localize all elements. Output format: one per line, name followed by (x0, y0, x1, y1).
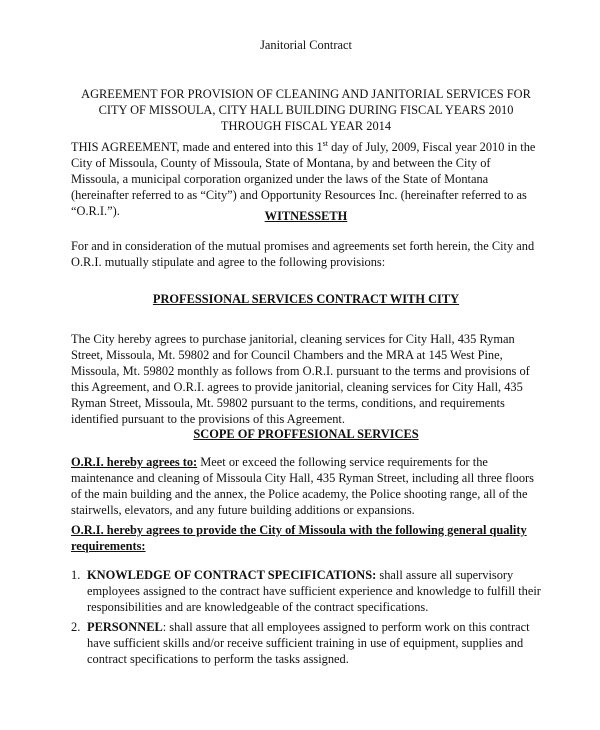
list-item-text: shall assure all supervisory employees assigned to the contract have sufficient experience and knowledge to fulfill their responsibilities and are knowledgeable of the contract specifications. (87, 568, 541, 615)
scope-lead: O.R.I. hereby agrees to: (71, 455, 198, 469)
scope-heading: SCOPE OF PROFFESIONAL SERVICES (193, 427, 419, 441)
page-header-title: Janitorial Contract (260, 38, 352, 52)
agreement-title (71, 86, 541, 134)
list-item-title: PERSONNEL (87, 620, 163, 634)
list-item-number: 1. (71, 568, 81, 582)
list-item-number: 2. (71, 620, 81, 634)
list-item-title: KNOWLEDGE OF CONTRACT SPECIFICATIONS: (87, 568, 377, 582)
agreement-title-line-1: AGREEMENT FOR PROVISION OF CLEANING AND JANITORIAL SERVICES FOR (81, 87, 531, 101)
scope-paragraph (71, 454, 541, 518)
scope-text: Meet or exceed the following service requirements for the maintenance and cleaning of Missoula City Hall, 435 Ryman Street, including all three floors of the main building and the annex, the Police academy, the Police shooting range, all of the stairwells, elevators, and any future building additions or expansions. (71, 455, 535, 518)
list-item-text: : shall assure that all employees assigned to perform work on this contract have sufficient skills and/or receive sufficient training in use of equipment, supplies and contract specifications to perform the tasks assigned. (87, 620, 530, 667)
quality-requirements-heading: O.R.I. hereby agrees to provide the City of Missoula with the following general quality requirements: (71, 523, 527, 554)
professional-services-heading: PROFESSIONAL SERVICES CONTRACT WITH CITY (152, 292, 460, 306)
agreement-title-line-3: THROUGH FISCAL YEAR 2014 (220, 119, 392, 134)
agreement-title-line-2: CITY OF MISSOULA, CITY HALL BUILDING DURING FISCAL YEARS 2010 (98, 103, 514, 118)
intro-text-rest: day of July, 2009, Fiscal year 2010 in the City of Missoula, County of Missoula, State of Montana, by and between the City of Missoula, a municipal corporation organized under the laws of the State of Montana (hereinafter referred to as “City”) and Opportunity Resources Inc. (hereinafter referred to as “O.R.I.”). (71, 140, 536, 219)
witnesseth-paragraph: For and in consideration of the mutual promises and agreements set forth herein, the City and O.R.I. mutually stipulate and agree to the following provisions: (71, 239, 535, 270)
professional-services-paragraph: The City hereby agrees to purchase janitorial, cleaning services for City Hall, 435 Ryman Street, Missoula, Mt. 59802 and for Council Chambers and the MRA at 145 West Pine, Missoula, Mt. 59802 monthly as follows from O.R.I. pursuant to the terms and provisions of this Agreement, and O.R.I. agrees to provide janitorial, cleaning services for City Hall, 435 Ryman Street, Missoula, Mt. 59802 pursuant to the terms, conditions, and requirements identified pursuant to the provisions of this Agreement. (71, 332, 530, 427)
intro-text-start: THIS AGREEMENT, made and entered into this 1 (71, 140, 323, 154)
list-item-body (87, 619, 545, 667)
witnesseth-heading: WITNESSETH (264, 209, 348, 223)
list-item-body (87, 567, 545, 615)
intro-date-suffix: st (322, 138, 329, 148)
